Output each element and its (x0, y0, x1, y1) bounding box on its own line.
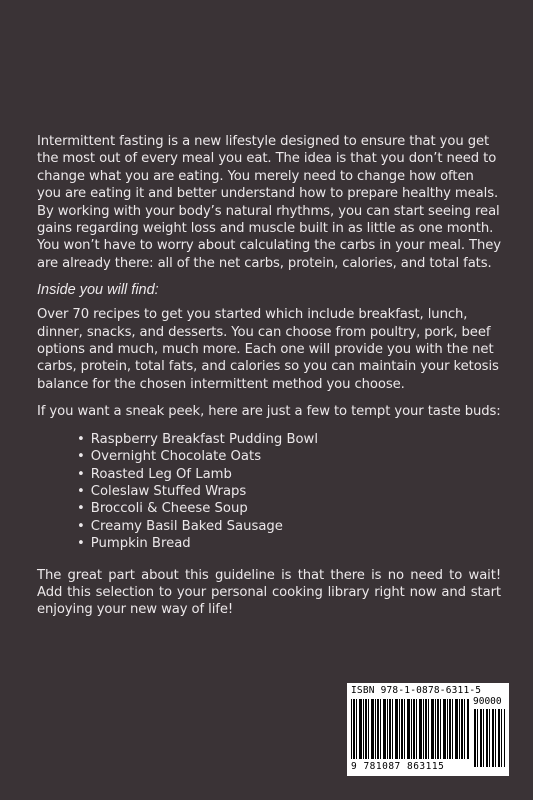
list-item: • Raspberry Breakfast Pudding Bowl (77, 431, 319, 447)
sneak-peek-paragraph: If you want a sneak peek, here are just a few to tempt your taste buds: (37, 404, 501, 420)
barcode-bars-icon (351, 699, 469, 759)
isbn-barcode (347, 683, 509, 776)
list-item: • Coleslaw Stuffed Wraps (77, 483, 247, 499)
price-code-label: 90000 (473, 696, 502, 707)
back-cover-text (37, 133, 501, 629)
list-item: • Broccoli & Cheese Soup (77, 501, 248, 517)
closing-paragraph: The great part about this guideline is that there is no need to wait! Add this selection to your personal cooking library right now and start enjoying your new way of life! (37, 567, 501, 618)
bullet-icon: • (77, 431, 85, 447)
list-item: • Overnight Chocolate Oats (77, 449, 262, 465)
list-item: • Roasted Leg Of Lamb (77, 466, 232, 482)
isbn-label: ISBN 978-1-0878-6311-5 (351, 685, 482, 696)
list-item: • Pumpkin Bread (77, 536, 191, 552)
intro-paragraph: Intermittent fasting is a new lifestyle designed to ensure that you get the most out of every meal you eat. The idea is that you don’t need to change what you are eating. You merely need to change how often you are eating it and better understand how to prepare healthy meals. By working with your body’s natural rhythms, you can start seeing real gains regarding weight loss and muscle built in as little as one month. You won’t have to worry about calculating the carbs in your meal. They are already there: all of the net carbs, protein, calories, and total fats. (37, 134, 501, 271)
bullet-icon: • (77, 536, 85, 552)
list-item: • Creamy Basil Baked Sausage (77, 518, 283, 534)
bullet-icon: • (77, 518, 85, 534)
inside-heading: Inside you will find: (37, 282, 159, 299)
recipes-paragraph: Over 70 recipes to get you started which include breakfast, lunch, dinner, snacks, and desserts. You can choose from poultry, pork, beef options and much, much more. Each one will provide you with the net carbs, protein, total fats, and calories so you can maintain your ketosis balance for the chosen intermittent method you choose. (37, 307, 499, 392)
ean-number: 9 781087 863115 (351, 761, 445, 772)
bullet-icon: • (77, 449, 85, 465)
addon-barcode-bars-icon (474, 709, 505, 767)
bullet-icon: • (77, 483, 85, 499)
bullet-icon: • (77, 466, 85, 482)
recipe-list (77, 431, 501, 553)
bullet-icon: • (77, 501, 85, 517)
